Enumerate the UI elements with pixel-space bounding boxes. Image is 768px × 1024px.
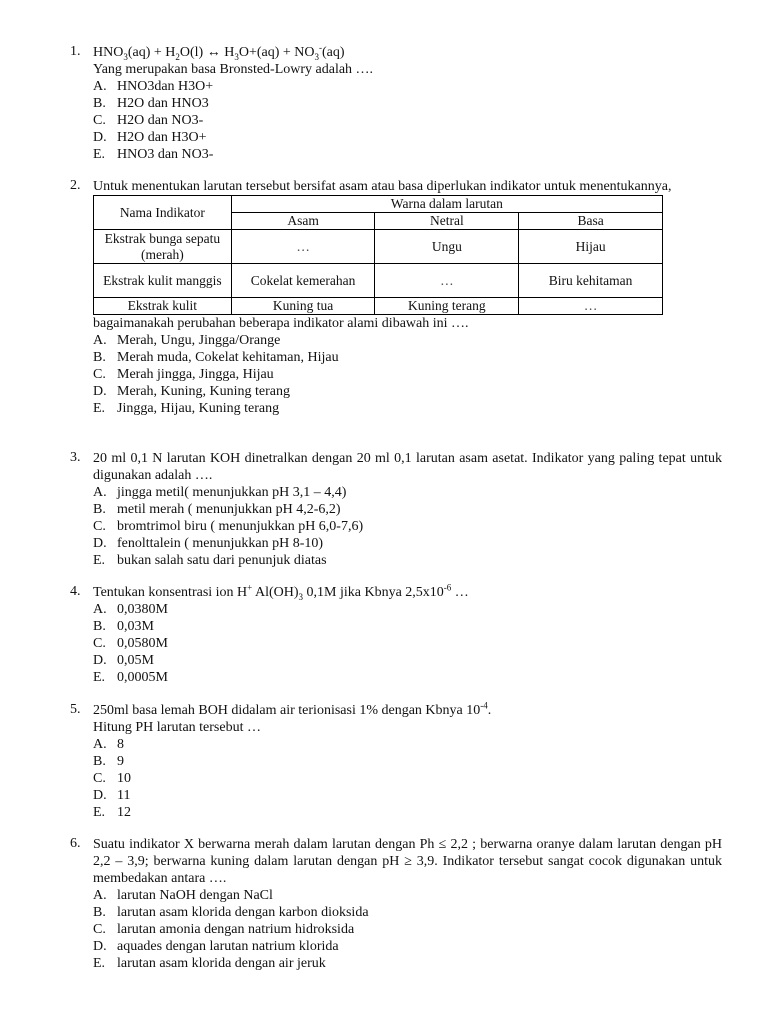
option-e: E. Jingga, Hijau, Kuning terang (93, 401, 280, 416)
option-b: B. larutan asam klorida dengan karbon dioksida (93, 905, 369, 920)
question-text: bagaimanakah perubahan beberapa indikator alami dibawah ini …. (93, 316, 469, 331)
question-4 (70, 584, 722, 686)
option-a: A. HNO3dan H3O+ (93, 79, 214, 94)
question-text: Yang merupakan basa Bronsted-Lowry adalah …. (93, 62, 374, 77)
option-e: E. larutan asam klorida dengan air jeruk (93, 956, 326, 971)
question-3 (70, 450, 722, 569)
question-intro: Untuk menentukan larutan tersebut bersifat asam atau basa diperlukan indikator untuk menentukannya, (93, 179, 672, 194)
option-b: B. 0,03M (93, 619, 154, 634)
option-e: E. 12 (93, 805, 131, 820)
option-d: D. Merah, Kuning, Kuning terang (93, 384, 291, 399)
table-row: Ekstrak bunga sepatu (merah) … Ungu Hijau (94, 230, 663, 264)
option-a: A. jingga metil( menunjukkan pH 3,1 – 4,4) (93, 485, 347, 500)
option-c: C. 10 (93, 771, 131, 786)
table-row: Ekstrak kulit Kuning tua Kuning terang … (94, 298, 663, 315)
header-name: Nama Indikator (94, 196, 232, 230)
question-number: 6. (70, 836, 81, 851)
question-text: Suatu indikator X berwarna merah dalam larutan dengan Ph ≤ 2,2 ; berwarna oranye dalam larutan dengan pH 2,2 – 3,9; berwarna kuning dalam larutan dengan pH ≥ 3,9. Indikator tersebut sangat cocok digunakan untuk membedakan antara …. (93, 837, 722, 886)
option-c: C. Merah jingga, Jingga, Hijau (93, 367, 274, 382)
question-number: 4. (70, 584, 81, 599)
option-c: C. larutan amonia dengan natrium hidroksida (93, 922, 355, 937)
question-text: Hitung PH larutan tersebut … (93, 720, 261, 735)
header-netral: Netral (375, 213, 519, 230)
option-b: B. H2O dan HNO3 (93, 96, 209, 111)
question-5 (70, 702, 722, 821)
option-b: B. Merah muda, Cokelat kehitaman, Hijau (93, 350, 339, 365)
header-asam: Asam (231, 213, 375, 230)
option-b: B. metil merah ( menunjukkan pH 4,2-6,2) (93, 502, 341, 517)
option-a: A. 0,0380M (93, 602, 168, 617)
question-number: 1. (70, 44, 81, 59)
table-row: Ekstrak kulit manggis Cokelat kemerahan … Biru kehitaman (94, 264, 663, 298)
option-e: E. HNO3 dan NO3- (93, 147, 214, 162)
question-number: 2. (70, 178, 81, 193)
option-a: A. larutan NaOH dengan NaCl (93, 888, 273, 903)
option-d: D. H2O dan H3O+ (93, 130, 207, 145)
reaction-equation: $HNO_3(aq) + H_2O(l)$ ↔ $H_3O+(aq) + NO_3^-(aq)$ (93, 42, 345, 62)
question-intro: 250ml basa lemah BOH didalam air terionisasi 1% dengan Kbnya $10^{-4}$. (93, 700, 492, 718)
option-a: A. 8 (93, 737, 124, 752)
question-1 (70, 44, 722, 163)
indicator-table (93, 195, 663, 315)
option-c: C. bromtrimol biru ( menunjukkan pH 6,0-7,6) (93, 519, 364, 534)
option-a: A. Merah, Ungu, Jingga/Orange (93, 333, 281, 348)
question-number: 3. (70, 450, 81, 465)
option-c: C. 0,0580M (93, 636, 168, 651)
header-basa: Basa (519, 213, 663, 230)
option-e: E. bukan salah satu dari penunjuk diatas (93, 553, 327, 568)
question-text: 20 ml 0,1 N larutan KOH dinetralkan dengan 20 ml 0,1 larutan asam asetat. Indikator yang paling tepat untuk digunakan adalah …. (93, 451, 722, 483)
question-6 (70, 836, 722, 972)
option-e: E. 0,0005M (93, 670, 168, 685)
header-color: Warna dalam larutan (231, 196, 662, 213)
option-d: D. aquades dengan larutan natrium klorida (93, 939, 339, 954)
question-number: 5. (70, 702, 81, 717)
question-text: Tentukan konsentrasi ion H+ $Al(OH)_3$ 0,1M jika Kbnya $2,5x10^{-6}$ … (93, 582, 469, 602)
option-d: D. 11 (93, 788, 131, 803)
question-2 (70, 178, 722, 417)
option-c: C. H2O dan NO3- (93, 113, 204, 128)
option-d: D. fenolttalein ( menunjukkan pH 8-10) (93, 536, 324, 551)
option-b: B. 9 (93, 754, 124, 769)
option-d: D. 0,05M (93, 653, 154, 668)
